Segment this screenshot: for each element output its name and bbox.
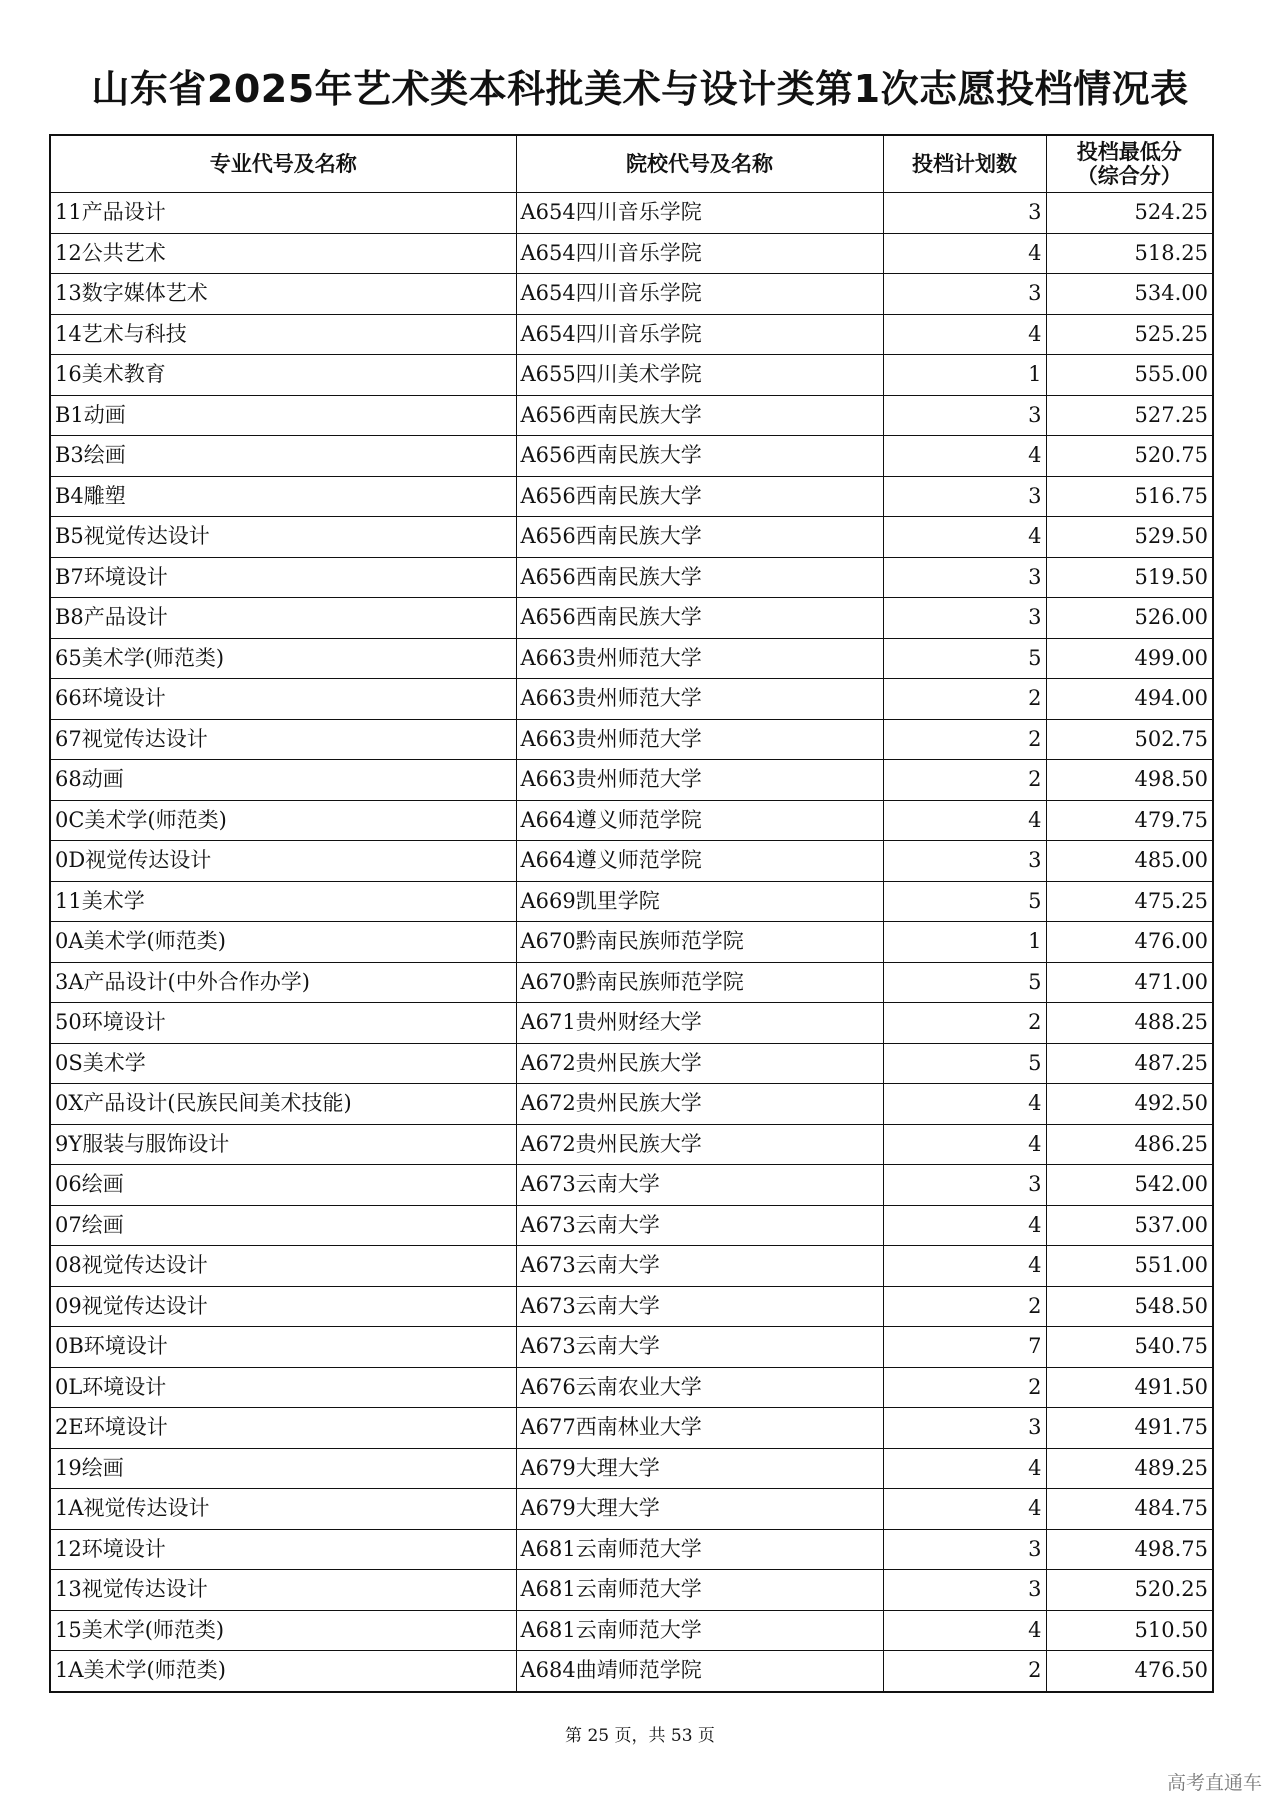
- cell-major: B1动画: [50, 395, 516, 436]
- cell-school: A681云南师范大学: [516, 1529, 883, 1570]
- table-row: [50, 1529, 1213, 1570]
- table-row: [50, 395, 1213, 436]
- cell-plan: 3: [883, 1570, 1046, 1611]
- cell-min-score: 499.00: [1046, 638, 1213, 679]
- cell-plan: 4: [883, 1448, 1046, 1489]
- table-row: [50, 1610, 1213, 1651]
- cell-major: 0D视觉传达设计: [50, 841, 516, 882]
- cell-major: 12环境设计: [50, 1529, 516, 1570]
- cell-school: A670黔南民族师范学院: [516, 962, 883, 1003]
- cell-plan: 2: [883, 760, 1046, 801]
- cell-school: A673云南大学: [516, 1165, 883, 1206]
- cell-min-score: 548.50: [1046, 1286, 1213, 1327]
- cell-major: B8产品设计: [50, 598, 516, 639]
- table-row: [50, 517, 1213, 558]
- cell-min-score: 516.75: [1046, 476, 1213, 517]
- cell-min-score: 486.25: [1046, 1124, 1213, 1165]
- cell-min-score: 488.25: [1046, 1003, 1213, 1044]
- cell-major: 1A美术学(师范类): [50, 1651, 516, 1692]
- cell-plan: 1: [883, 922, 1046, 963]
- cell-major: 3A产品设计(中外合作办学): [50, 962, 516, 1003]
- table-row: [50, 1286, 1213, 1327]
- cell-plan: 4: [883, 517, 1046, 558]
- cell-major: 68动画: [50, 760, 516, 801]
- cell-major: 50环境设计: [50, 1003, 516, 1044]
- cell-min-score: 489.25: [1046, 1448, 1213, 1489]
- table-row: [50, 476, 1213, 517]
- cell-school: A673云南大学: [516, 1205, 883, 1246]
- cell-plan: 4: [883, 1124, 1046, 1165]
- cell-major: 0X产品设计(民族民间美术技能): [50, 1084, 516, 1125]
- cell-plan: 5: [883, 881, 1046, 922]
- cell-school: A681云南师范大学: [516, 1570, 883, 1611]
- cell-plan: 3: [883, 193, 1046, 234]
- cell-plan: 5: [883, 638, 1046, 679]
- table-row: [50, 557, 1213, 598]
- cell-plan: 3: [883, 557, 1046, 598]
- table-row: [50, 1165, 1213, 1206]
- cell-min-score: 518.25: [1046, 233, 1213, 274]
- cell-plan: 4: [883, 800, 1046, 841]
- cell-school: A672贵州民族大学: [516, 1043, 883, 1084]
- cell-major: 66环境设计: [50, 679, 516, 720]
- table-row: [50, 638, 1213, 679]
- table-row: [50, 800, 1213, 841]
- cell-major: B5视觉传达设计: [50, 517, 516, 558]
- table-row: [50, 760, 1213, 801]
- cell-min-score: 520.75: [1046, 436, 1213, 477]
- cell-min-score: 484.75: [1046, 1489, 1213, 1530]
- cell-min-score: 491.75: [1046, 1408, 1213, 1449]
- cell-school: A655四川美术学院: [516, 355, 883, 396]
- cell-plan: 2: [883, 719, 1046, 760]
- table-row: [50, 1408, 1213, 1449]
- cell-plan: 2: [883, 1651, 1046, 1692]
- cell-major: 07绘画: [50, 1205, 516, 1246]
- cell-min-score: 537.00: [1046, 1205, 1213, 1246]
- table-row: [50, 1084, 1213, 1125]
- cell-plan: 5: [883, 962, 1046, 1003]
- cell-min-score: 502.75: [1046, 719, 1213, 760]
- cell-min-score: 491.50: [1046, 1367, 1213, 1408]
- cell-min-score: 540.75: [1046, 1327, 1213, 1368]
- cell-min-score: 510.50: [1046, 1610, 1213, 1651]
- cell-plan: 4: [883, 1610, 1046, 1651]
- cell-school: A656西南民族大学: [516, 395, 883, 436]
- cell-school: A654四川音乐学院: [516, 274, 883, 315]
- table-header-row: [50, 135, 1213, 193]
- cell-plan: 3: [883, 476, 1046, 517]
- table-row: [50, 193, 1213, 234]
- table-row: [50, 1124, 1213, 1165]
- cell-major: 0S美术学: [50, 1043, 516, 1084]
- cell-plan: 2: [883, 1286, 1046, 1327]
- cell-major: 9Y服装与服饰设计: [50, 1124, 516, 1165]
- cell-major: 16美术教育: [50, 355, 516, 396]
- cell-min-score: 475.25: [1046, 881, 1213, 922]
- cell-school: A654四川音乐学院: [516, 314, 883, 355]
- cell-school: A654四川音乐学院: [516, 233, 883, 274]
- cell-plan: 3: [883, 598, 1046, 639]
- cell-major: 2E环境设计: [50, 1408, 516, 1449]
- table-row: [50, 355, 1213, 396]
- cell-plan: 7: [883, 1327, 1046, 1368]
- cell-plan: 1: [883, 355, 1046, 396]
- cell-school: A677西南林业大学: [516, 1408, 883, 1449]
- cell-min-score: 555.00: [1046, 355, 1213, 396]
- cell-plan: 4: [883, 1205, 1046, 1246]
- cell-school: A663贵州师范大学: [516, 638, 883, 679]
- table-row: [50, 1367, 1213, 1408]
- cell-school: A654四川音乐学院: [516, 193, 883, 234]
- cell-major: 0L环境设计: [50, 1367, 516, 1408]
- cell-major: B3绘画: [50, 436, 516, 477]
- table-row: [50, 436, 1213, 477]
- cell-major: 08视觉传达设计: [50, 1246, 516, 1287]
- header-major: 专业代号及名称: [50, 135, 516, 193]
- cell-major: 0C美术学(师范类): [50, 800, 516, 841]
- table-row: [50, 1448, 1213, 1489]
- cell-plan: 2: [883, 1367, 1046, 1408]
- table-row: [50, 598, 1213, 639]
- cell-school: A671贵州财经大学: [516, 1003, 883, 1044]
- admission-table: [49, 134, 1214, 1693]
- cell-school: A679大理大学: [516, 1489, 883, 1530]
- cell-major: B4雕塑: [50, 476, 516, 517]
- cell-school: A656西南民族大学: [516, 598, 883, 639]
- cell-major: 11美术学: [50, 881, 516, 922]
- header-min-score-line2: （综合分）: [1076, 164, 1182, 188]
- cell-min-score: 498.50: [1046, 760, 1213, 801]
- table-row: [50, 1246, 1213, 1287]
- cell-min-score: 520.25: [1046, 1570, 1213, 1611]
- cell-plan: 2: [883, 1003, 1046, 1044]
- cell-min-score: 471.00: [1046, 962, 1213, 1003]
- table-row: [50, 719, 1213, 760]
- cell-min-score: 487.25: [1046, 1043, 1213, 1084]
- cell-school: A676云南农业大学: [516, 1367, 883, 1408]
- cell-school: A663贵州师范大学: [516, 719, 883, 760]
- table-row: [50, 274, 1213, 315]
- table-row: [50, 881, 1213, 922]
- cell-plan: 4: [883, 1246, 1046, 1287]
- watermark: 高考直通车: [1166, 1772, 1262, 1794]
- cell-plan: 5: [883, 1043, 1046, 1084]
- page-number-footer: 第 25 页，共 53 页: [565, 1726, 715, 1746]
- header-school: 院校代号及名称: [516, 135, 883, 193]
- cell-major: 14艺术与科技: [50, 314, 516, 355]
- cell-school: A663贵州师范大学: [516, 679, 883, 720]
- table-row: [50, 1003, 1213, 1044]
- table-row: [50, 841, 1213, 882]
- cell-major: 67视觉传达设计: [50, 719, 516, 760]
- cell-major: 09视觉传达设计: [50, 1286, 516, 1327]
- cell-min-score: 494.00: [1046, 679, 1213, 720]
- cell-school: A679大理大学: [516, 1448, 883, 1489]
- table-row: [50, 1570, 1213, 1611]
- cell-school: A669凯里学院: [516, 881, 883, 922]
- cell-school: A656西南民族大学: [516, 436, 883, 477]
- cell-min-score: 529.50: [1046, 517, 1213, 558]
- cell-plan: 4: [883, 436, 1046, 477]
- cell-min-score: 476.50: [1046, 1651, 1213, 1692]
- cell-plan: 3: [883, 841, 1046, 882]
- table-body: [50, 193, 1213, 1692]
- cell-plan: 3: [883, 1529, 1046, 1570]
- cell-school: A656西南民族大学: [516, 517, 883, 558]
- cell-major: 12公共艺术: [50, 233, 516, 274]
- table-row: [50, 1489, 1213, 1530]
- cell-school: A684曲靖师范学院: [516, 1651, 883, 1692]
- cell-min-score: 498.75: [1046, 1529, 1213, 1570]
- cell-min-score: 492.50: [1046, 1084, 1213, 1125]
- cell-major: 15美术学(师范类): [50, 1610, 516, 1651]
- cell-school: A672贵州民族大学: [516, 1084, 883, 1125]
- cell-plan: 4: [883, 1084, 1046, 1125]
- page-title: 山东省2025年艺术类本科批美术与设计类第1次志愿投档情况表: [91, 67, 1189, 111]
- cell-school: A673云南大学: [516, 1327, 883, 1368]
- cell-major: 65美术学(师范类): [50, 638, 516, 679]
- cell-plan: 4: [883, 233, 1046, 274]
- table-row: [50, 922, 1213, 963]
- cell-min-score: 526.00: [1046, 598, 1213, 639]
- cell-min-score: 479.75: [1046, 800, 1213, 841]
- cell-major: 0A美术学(师范类): [50, 922, 516, 963]
- cell-major: 0B环境设计: [50, 1327, 516, 1368]
- table-row: [50, 679, 1213, 720]
- cell-school: A664遵义师范学院: [516, 800, 883, 841]
- header-min-score-line1: 投档最低分: [1076, 140, 1182, 164]
- cell-min-score: 551.00: [1046, 1246, 1213, 1287]
- cell-plan: 3: [883, 395, 1046, 436]
- header-min-score: [1046, 135, 1213, 193]
- cell-plan: 3: [883, 1165, 1046, 1206]
- cell-min-score: 524.25: [1046, 193, 1213, 234]
- cell-plan: 3: [883, 1408, 1046, 1449]
- cell-school: A670黔南民族师范学院: [516, 922, 883, 963]
- cell-plan: 2: [883, 679, 1046, 720]
- cell-major: 19绘画: [50, 1448, 516, 1489]
- cell-plan: 4: [883, 1489, 1046, 1530]
- cell-school: A681云南师范大学: [516, 1610, 883, 1651]
- table-row: [50, 1043, 1213, 1084]
- cell-min-score: 542.00: [1046, 1165, 1213, 1206]
- table-row: [50, 1205, 1213, 1246]
- cell-major: 06绘画: [50, 1165, 516, 1206]
- cell-school: A656西南民族大学: [516, 476, 883, 517]
- table-row: [50, 1651, 1213, 1692]
- cell-plan: 3: [883, 274, 1046, 315]
- cell-school: A673云南大学: [516, 1286, 883, 1327]
- cell-plan: 4: [883, 314, 1046, 355]
- cell-min-score: 527.25: [1046, 395, 1213, 436]
- table-row: [50, 314, 1213, 355]
- cell-major: 13数字媒体艺术: [50, 274, 516, 315]
- cell-major: 13视觉传达设计: [50, 1570, 516, 1611]
- cell-min-score: 476.00: [1046, 922, 1213, 963]
- cell-min-score: 519.50: [1046, 557, 1213, 598]
- cell-school: A673云南大学: [516, 1246, 883, 1287]
- cell-school: A672贵州民族大学: [516, 1124, 883, 1165]
- table-row: [50, 233, 1213, 274]
- cell-major: 1A视觉传达设计: [50, 1489, 516, 1530]
- cell-min-score: 525.25: [1046, 314, 1213, 355]
- table-row: [50, 962, 1213, 1003]
- header-plan: 投档计划数: [883, 135, 1046, 193]
- cell-major: 11产品设计: [50, 193, 516, 234]
- cell-min-score: 485.00: [1046, 841, 1213, 882]
- cell-min-score: 534.00: [1046, 274, 1213, 315]
- cell-school: A656西南民族大学: [516, 557, 883, 598]
- cell-school: A664遵义师范学院: [516, 841, 883, 882]
- cell-school: A663贵州师范大学: [516, 760, 883, 801]
- table-row: [50, 1327, 1213, 1368]
- cell-major: B7环境设计: [50, 557, 516, 598]
